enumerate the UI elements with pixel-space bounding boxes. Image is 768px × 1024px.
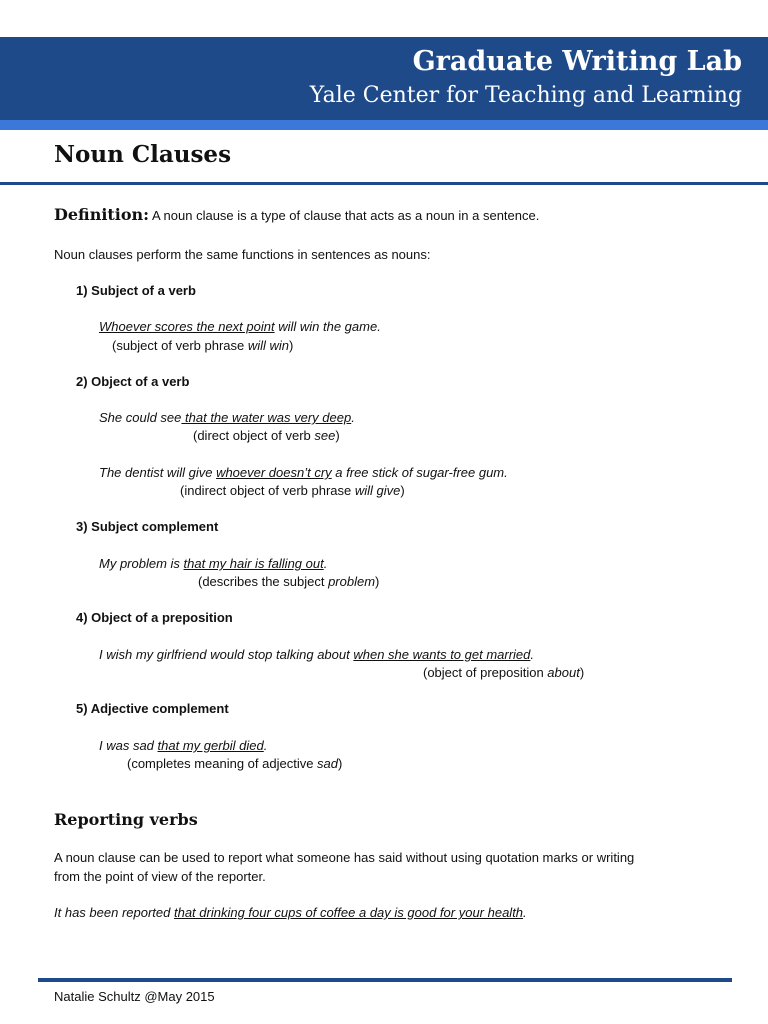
function-heading-4: 4) Object of a preposition	[76, 610, 233, 625]
example-note-2a	[193, 428, 340, 444]
function-heading-2: 2) Object of a verb	[76, 374, 190, 389]
note-emphasis: see	[314, 428, 336, 443]
example-text: I wish my girlfriend would stop talking about	[99, 647, 354, 662]
note-emphasis: will win	[247, 338, 290, 353]
function-heading-1: 1) Subject of a verb	[76, 283, 196, 298]
example-3	[99, 556, 327, 572]
note-text: (completes meaning of adjective	[127, 756, 318, 771]
intro-text: Noun clauses perform the same functions in sentences as nouns:	[54, 247, 431, 262]
note-emphasis: problem	[328, 574, 376, 589]
reporting-text-line-2: from the point of view of the reporter.	[54, 869, 266, 884]
note-emphasis: sad	[317, 756, 339, 771]
example-4	[99, 647, 534, 663]
definition-label: Definition:	[54, 205, 150, 224]
example-text: will win the game.	[274, 319, 381, 334]
note-text: (direct object of verb	[193, 428, 315, 443]
noun-clause: Whoever scores the next point	[99, 319, 275, 334]
example-text: .	[323, 556, 328, 571]
function-heading-5: 5) Adjective complement	[76, 701, 229, 716]
note-emphasis: about	[547, 665, 580, 680]
note-text: )	[335, 428, 340, 443]
note-emphasis: will give	[354, 483, 401, 498]
example-2b	[99, 465, 508, 481]
note-text: (describes the subject	[198, 574, 329, 589]
example-text: a free stick of sugar-free gum.	[331, 465, 508, 480]
noun-clause: when she wants to get married	[353, 647, 531, 662]
noun-clause: that my gerbil died	[157, 738, 264, 753]
section-heading-reporting-verbs: Reporting verbs	[54, 810, 198, 829]
footer-divider	[38, 978, 732, 982]
example-text: .	[523, 905, 527, 920]
note-text: )	[579, 665, 585, 680]
header-title: Graduate Writing Lab	[412, 46, 742, 77]
noun-clause: that drinking four cups of coffee a day is good for your health	[173, 905, 524, 920]
example-note-5	[127, 756, 342, 772]
example-2a	[99, 410, 355, 426]
example-text: It has been reported	[54, 905, 174, 920]
example-note-2b	[180, 483, 405, 499]
noun-clause: that my hair is falling out	[183, 556, 324, 571]
definition-text: A noun clause is a type of clause that acts as a noun in a sentence.	[149, 208, 540, 223]
example-text: My problem is	[99, 556, 184, 571]
note-text: )	[375, 574, 380, 589]
example-text: She could see	[99, 410, 182, 425]
footer-author-date: Natalie Schultz @May 2015	[54, 989, 215, 1004]
note-text: )	[400, 483, 405, 498]
example-text: .	[351, 410, 355, 425]
example-1	[99, 319, 381, 335]
title-divider	[0, 182, 768, 185]
example-note-1	[112, 338, 293, 354]
header-accent-stripe	[0, 120, 768, 130]
header-subtitle: Yale Center for Teaching and Learning	[309, 83, 742, 108]
example-note-3	[198, 574, 379, 590]
definition	[54, 207, 539, 224]
page-title: Noun Clauses	[54, 141, 232, 168]
example-text: .	[263, 738, 268, 753]
note-text: )	[289, 338, 294, 353]
noun-clause: whoever doesn’t cry	[216, 465, 332, 480]
note-text: (indirect object of verb phrase	[180, 483, 355, 498]
note-text: )	[338, 756, 343, 771]
example-5	[99, 738, 267, 754]
function-heading-3: 3) Subject complement	[76, 519, 219, 534]
reporting-text-line-1: A noun clause can be used to report what someone has said without using quotation marks or writing	[54, 850, 635, 865]
example-note-4	[423, 665, 584, 681]
note-text: (subject of verb phrase	[112, 338, 248, 353]
reporting-example	[54, 905, 527, 921]
noun-clause: that the water was very deep	[181, 410, 352, 425]
example-text: The dentist will give	[99, 465, 217, 480]
example-text: .	[530, 647, 535, 662]
note-text: (object of preposition	[423, 665, 548, 680]
example-text: I was sad	[99, 738, 158, 753]
